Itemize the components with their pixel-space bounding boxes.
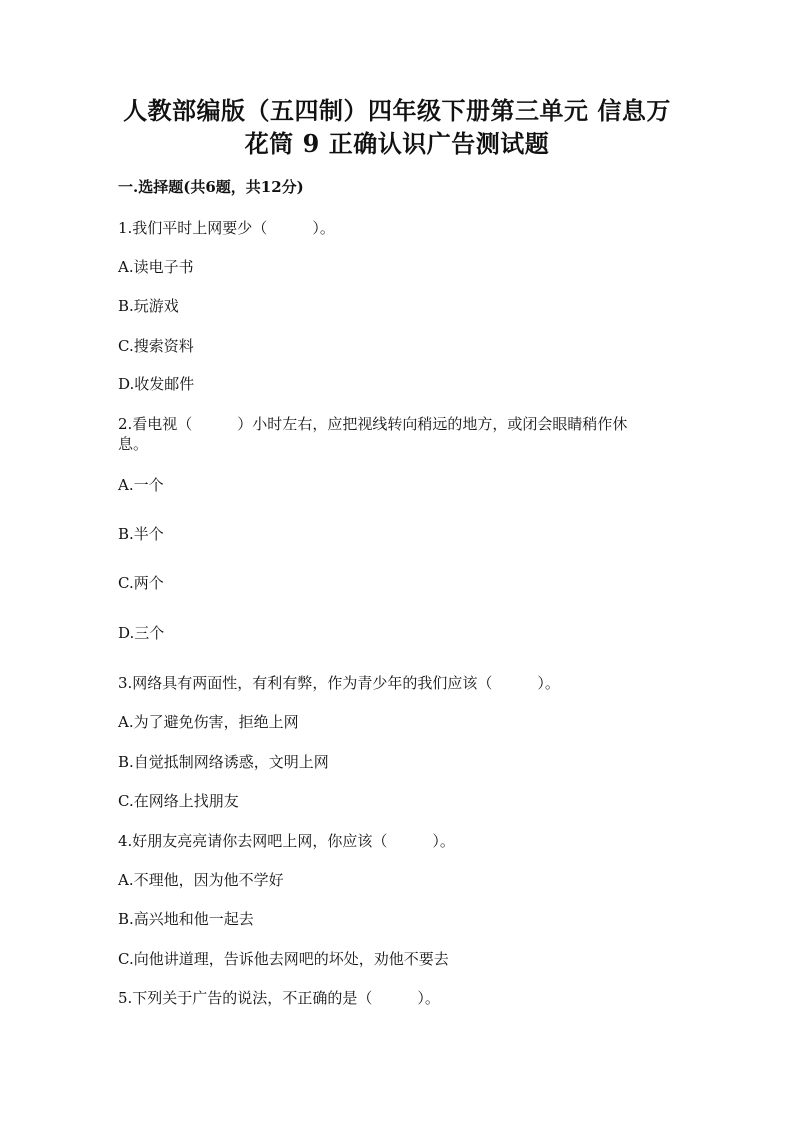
question-1-stem: 1.我们平时上网要少（ ）。 bbox=[118, 219, 335, 237]
question-2-option-d: D.三个 bbox=[118, 624, 165, 642]
document-title-line-2: 花筒 9 正确认识广告测试题 bbox=[244, 129, 550, 158]
question-5-stem: 5.下列关于广告的说法，不正确的是（ ）。 bbox=[118, 989, 440, 1007]
question-2-option-b: B.半个 bbox=[118, 525, 164, 543]
question-3-option-a: A.为了避免伤害，拒绝上网 bbox=[118, 713, 299, 731]
question-4-option-a: A.不理他，因为他不学好 bbox=[118, 871, 284, 889]
question-3-stem: 3.网络具有两面性，有利有弊，作为青少年的我们应该（ ）。 bbox=[118, 674, 560, 692]
question-4-option-b: B.高兴地和他一起去 bbox=[118, 910, 254, 928]
question-2-option-a: A.一个 bbox=[118, 476, 164, 494]
document-title-line-1: 人教部编版（五四制）四年级下册第三单元 信息万 bbox=[123, 96, 671, 125]
question-4-option-c: C.向他讲道理，告诉他去网吧的坏处，劝他不要去 bbox=[118, 950, 449, 968]
question-1-option-b: B.玩游戏 bbox=[118, 297, 179, 315]
question-4-stem: 4.好朋友亮亮请你去网吧上网，你应该（ ）。 bbox=[118, 832, 455, 850]
question-2-option-c: C.两个 bbox=[118, 574, 164, 592]
question-1-option-a: A.读电子书 bbox=[118, 258, 194, 276]
question-1-option-c: C.搜索资料 bbox=[118, 337, 194, 355]
question-2-stem-line-2: 息。 bbox=[118, 435, 149, 453]
question-3-option-c: C.在网络上找朋友 bbox=[118, 792, 239, 810]
section-heading: 一.选择题(共6题，共12分) bbox=[118, 178, 304, 196]
question-3-option-b: B.自觉抵制网络诱惑，文明上网 bbox=[118, 753, 329, 771]
question-1-option-d: D.收发邮件 bbox=[118, 375, 195, 393]
question-2-stem-line-1: 2.看电视（ ）小时左右，应把视线转向稍远的地方，或闭会眼睛稍作休 bbox=[118, 415, 628, 433]
